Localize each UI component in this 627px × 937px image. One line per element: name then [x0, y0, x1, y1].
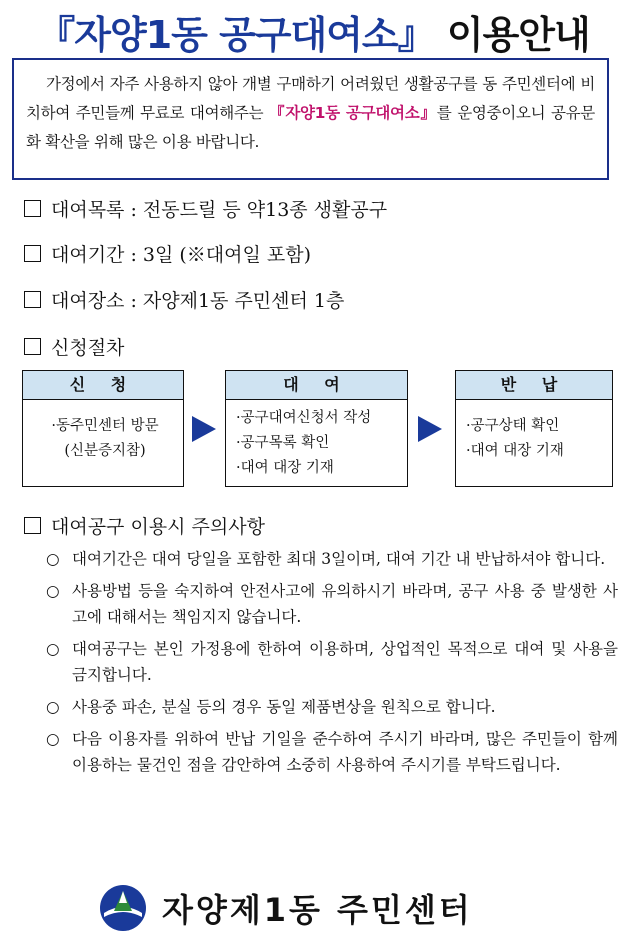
step-line: ·동주민센터 방문 — [51, 418, 159, 434]
district-logo-icon — [98, 883, 148, 933]
item-rental-list — [24, 195, 387, 222]
step-body — [226, 400, 407, 481]
bullet-icon: ○ — [46, 640, 60, 658]
item-label: 대여목록 : 전동드릴 등 약13종 생활공구 — [51, 199, 388, 221]
step-rent — [225, 370, 408, 487]
item-label: 대여장소 : 자양제1동 주민센터 1층 — [51, 290, 345, 312]
page-title — [0, 4, 627, 59]
note-text: 대여기간은 대여 당일을 포함한 최대 3일이며, 대여 기간 내 반납하셔야 합니다. — [72, 550, 606, 568]
note-text: 대여공구는 본인 가정용에 한하여 이용하며, 상업적인 목적으로 대여 및 사용을 금지합니다. — [72, 640, 618, 684]
step-body — [23, 400, 183, 464]
title-highlight: 『자양1동 공구대여소』 — [37, 13, 435, 57]
item-rental-period — [24, 240, 311, 267]
checkbox-icon — [24, 291, 41, 308]
checkbox-icon — [24, 338, 41, 355]
item-procedure — [24, 333, 124, 360]
step-apply — [22, 370, 184, 487]
bullet-icon: ○ — [46, 550, 60, 568]
list-item — [46, 726, 618, 778]
arrow-right-icon — [192, 416, 216, 442]
footer — [98, 882, 473, 934]
step-line: ·공구상태 확인 — [466, 418, 560, 434]
intro-text-1: 가정에서 자주 사용하지 않아 개별 구매하기 어려웠던 생활공구를 동 주민센터에 비치하여 주민들께 무료로 대여해주는 — [26, 75, 595, 122]
step-line: ·공구목록 확인 — [236, 435, 330, 451]
note-text: 다음 이용자를 위하여 반납 기일을 준수하여 주시기 바라며, 많은 주민들이 함께 이용하는 물건인 점을 감안하여 소중히 사용하여 주시기를 부탁드립니다. — [72, 730, 618, 774]
bullet-icon: ○ — [46, 698, 60, 716]
bullet-icon: ○ — [46, 730, 60, 748]
step-title: 반 납 — [456, 371, 612, 400]
checkbox-icon — [24, 517, 41, 534]
step-line: ·공구대여신청서 작성 — [236, 410, 372, 426]
step-title: 신 청 — [23, 371, 183, 400]
checkbox-icon — [24, 245, 41, 262]
step-return — [455, 370, 613, 487]
list-item — [46, 636, 618, 688]
list-item — [46, 546, 618, 572]
item-rental-location — [24, 286, 344, 313]
footer-name: 자양제1동 주민센터 — [162, 891, 473, 929]
intro-box — [12, 58, 609, 180]
list-item — [46, 578, 618, 630]
intro-highlight: 『자양1동 공구대여소』 — [269, 104, 437, 122]
intro-text-2: 를 운영중이오니 공유문화 확산을 위해 많은 이용 바랍니다. — [26, 104, 595, 151]
arrow-right-icon — [418, 416, 442, 442]
item-label: 대여기간 : 3일 (※대여일 포함) — [51, 244, 312, 266]
note-text: 사용방법 등을 숙지하여 안전사고에 유의하시기 바라며, 공구 사용 중 발생한 사고에 대해서는 책임지지 않습니다. — [72, 582, 618, 626]
step-line: (신분증지참) — [64, 443, 146, 459]
notes-list — [46, 546, 618, 784]
title-suffix: 이용안내 — [434, 13, 590, 57]
notes-heading — [24, 512, 265, 539]
list-item — [46, 694, 618, 720]
step-title: 대 여 — [226, 371, 407, 400]
notes-heading-label: 대여공구 이용시 주의사항 — [51, 516, 265, 538]
bullet-icon: ○ — [46, 582, 60, 600]
checkbox-icon — [24, 200, 41, 217]
step-line: ·대여 대장 기재 — [236, 460, 334, 476]
item-label: 신청절차 — [51, 337, 125, 359]
note-text: 사용중 파손, 분실 등의 경우 동일 제품변상을 원칙으로 합니다. — [72, 698, 496, 716]
step-body — [456, 400, 612, 464]
step-line: ·대여 대장 기재 — [466, 443, 564, 459]
